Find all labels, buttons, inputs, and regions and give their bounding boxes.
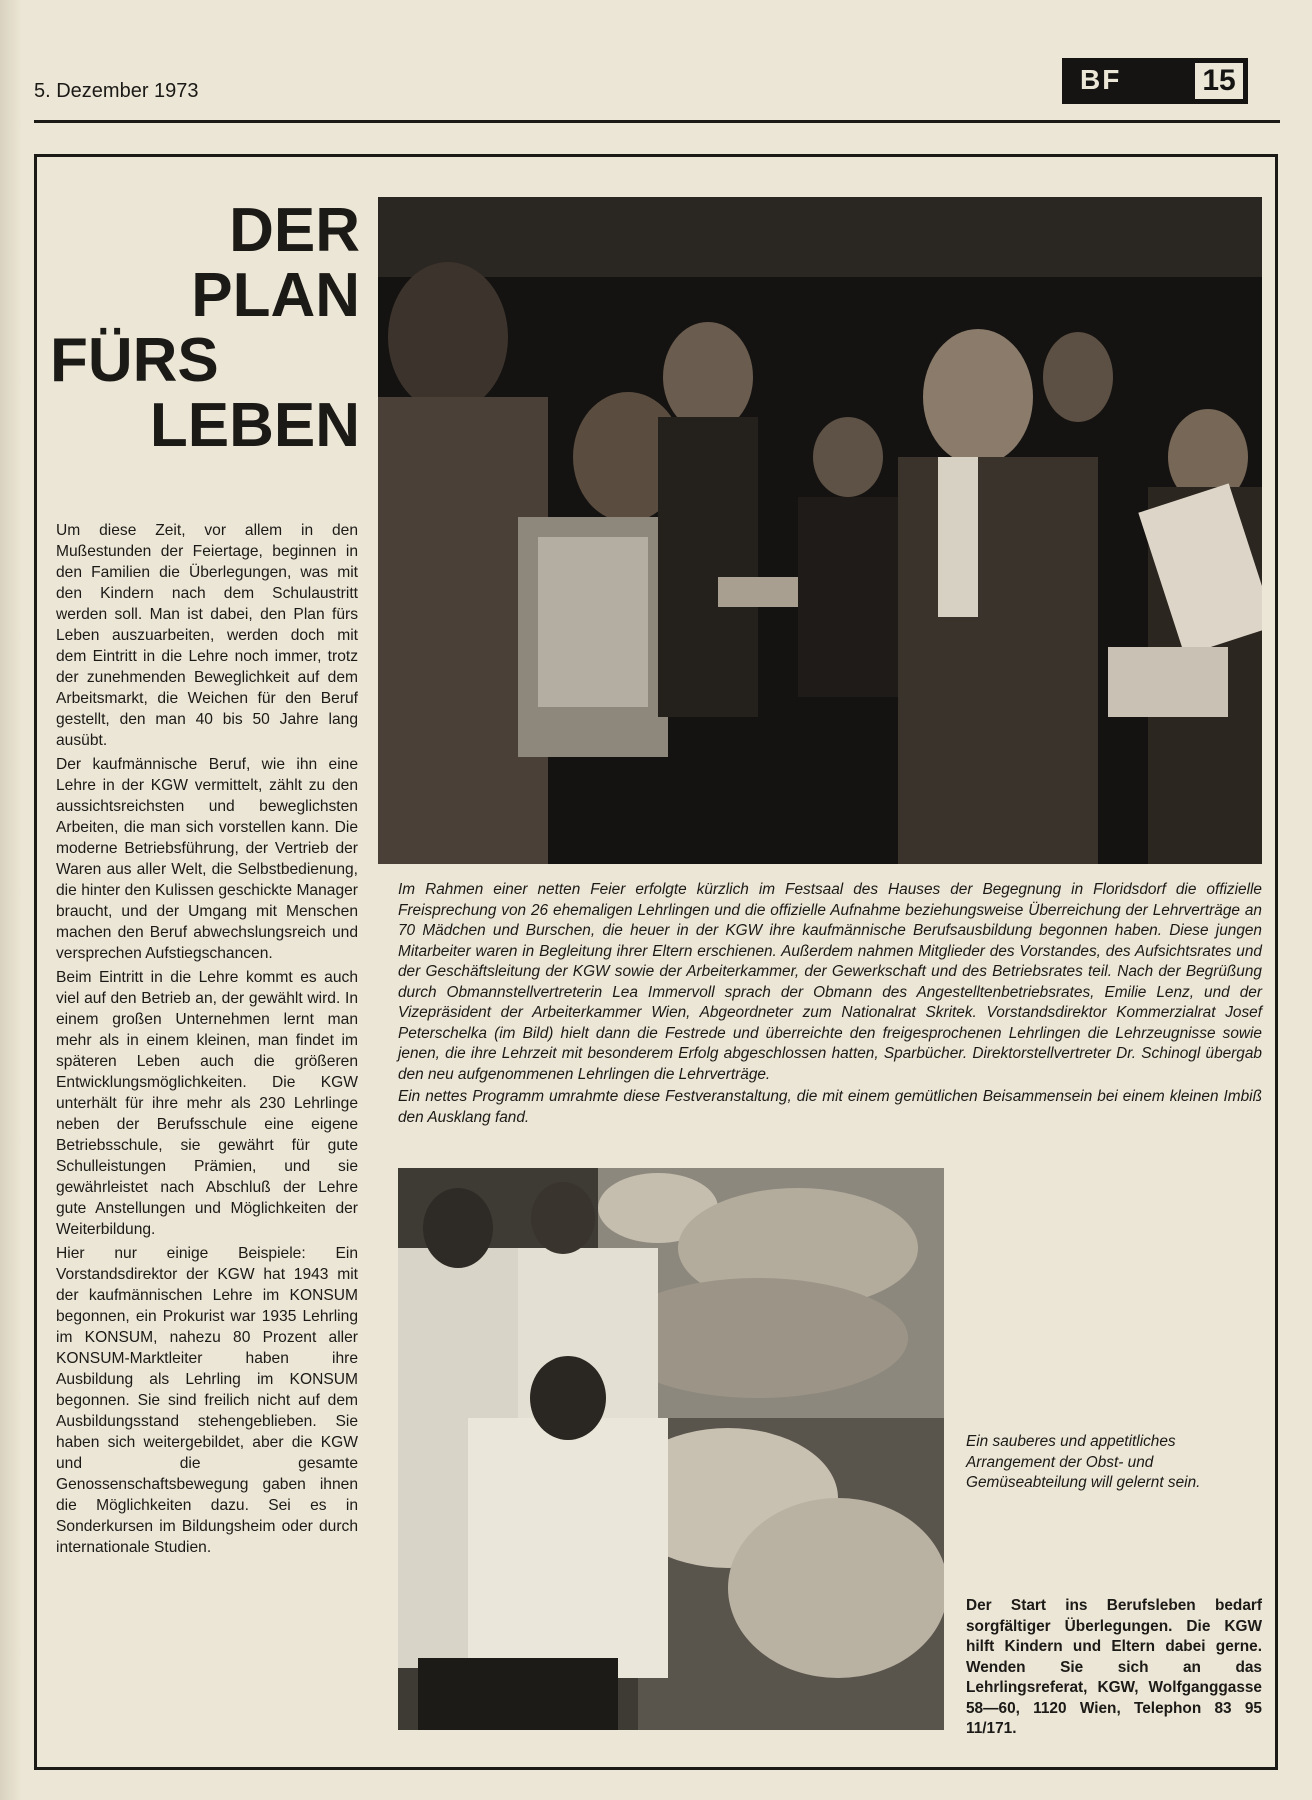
- header-rule: [34, 120, 1280, 123]
- section-badge: [1062, 58, 1248, 104]
- article-paragraph: Um diese Zeit, vor allem in den Mußestunden der Feiertage, beginnen in den Familien die Überlegungen, was mit den Kindern nach dem Schulaustritt werden soll. Man ist dabei, den Plan fürs Leben auszuarbeiten, werden doch mit dem Eintritt in die Lehre noch immer, trotz der zunehmenden Beweglichkeit auf dem Arbeitsmarkt, die Weichen für den Beruf gestellt, den man 40 bis 50 Jahre lang ausübt.: [56, 522, 358, 749]
- caption-paragraph: Ein nettes Programm umrahmte diese Festveranstaltung, die mit einem gemütlichen Beisammensein bei einem kleinen Imbiß den Ausklang fand.: [398, 1088, 1262, 1126]
- article-body: [56, 520, 358, 1561]
- ceremony-photo-image: [378, 197, 1262, 864]
- section-label: BF: [1080, 64, 1122, 95]
- article-paragraph: Beim Eintritt in die Lehre kommt es auch viel auf den Betrieb an, der gewählt wird. In einem großen Unternehmen lernt man mehr als in einem kleinen, man findet im späteren Leben auch die größeren Entwicklungsmöglichkeiten. Die KGW unterhält für ihre mehr als 230 Lehrlinge neben der Berufsschule eine eigene Betriebsschule, sie gewährt für gute Schulleistungen Prämien, und sie gewährleistet nach Abschluß der Lehre gute Anstellungen und Möglichkeiten der Weiterbildung.: [56, 969, 358, 1238]
- headline-line: DER: [229, 196, 360, 265]
- produce-photo-image: [398, 1168, 944, 1730]
- headline-line: PLAN: [191, 261, 360, 331]
- issue-date: 5. Dezember 1973: [34, 80, 199, 102]
- contact-info: Der Start ins Berufsleben bedarf sorgfältiger Überlegungen. Die KGW hilft Kindern und Eltern dabei gerne. Wenden Sie sich an das Lehrlingsreferat, KGW, Wolfganggasse 58—60, 1120 Wien, Telephon 83 95 11/171.: [966, 1597, 1262, 1737]
- produce-photo: [398, 1168, 944, 1730]
- produce-caption: Ein sauberes und appetitliches Arrangement der Obst- und Gemüseabteilung will gelernt sein.: [966, 1433, 1201, 1491]
- caption-paragraph: Im Rahmen einer netten Feier erfolgte kürzlich im Festsaal des Hauses der Begegnung in Floridsdorf die offizielle Freisprechung von 26 ehemaligen Lehrlingen und die offizielle Aufnahme beziehungsweise Überreichung der Lehrverträge an 70 Mädchen und Burschen, die heuer in der KGW ihre kaufmännische Berufsausbildung begonnen haben. Diese jungen Mitarbeiter waren in Begleitung ihrer Eltern erschienen. Außerdem nahmen Mitglieder des Vorstandes, des Aufsichtsrates und der Geschäftsleitung der KGW sowie der Arbeiterkammer, der Gewerkschaft und des Betriebsrates teil. Nach der Begrüßung durch Obmannstellvertreterin Lea Immervoll sprach der Obmann des Angestelltenbetriebsrates, Emilie Lenz, und der Vizepräsident der Arbeiterkammer Wien, Abgeordneter zum Nationalrat Skritek. Vorstandsdirektor Kommerzialrat Josef Peterschelka (im Bild) hielt dann die Festrede und überreichte den freigesprochenen Lehrlingen die Lehrzeugnisse sowie jenen, die ihre Lehrzeit mit besonderem Erfolg abgeschlossen hatten, Sparbücher. Direktorstellvertreter Dr. Schinogl übergab den neu aufgenommenen Lehrlingen die Lehrverträge.: [398, 881, 1262, 1083]
- headline-line: LEBEN: [149, 391, 360, 461]
- article-paragraph: Der kaufmännische Beruf, wie ihn eine Lehre in der KGW vermittelt, zählt zu den aussichtsreichsten und beweglichsten Arbeiten, die man sich vorstellen kann. Die moderne Betriebsführung, der Vertrieb der Waren aus aller Welt, die Selbstbedienung, die hinter den Kulissen geschickte Manager braucht, und der Umgang mit Menschen machen den Beruf abwechslungsreich und versprechen Aufstiegschancen.: [56, 756, 358, 962]
- ceremony-photo: [378, 197, 1262, 864]
- headline: [50, 196, 360, 461]
- page-edge: [0, 0, 22, 1800]
- ceremony-caption: [398, 880, 1262, 1130]
- headline-line: FÜRS: [50, 326, 219, 396]
- page-number: 15: [1195, 63, 1243, 99]
- article-paragraph: Hier nur einige Beispiele: Ein Vorstandsdirektor der KGW hat 1943 mit der kaufmännischen Lehre im KONSUM begonnen, ein Prokurist war 1935 Lehrling im KONSUM, nahezu 80 Prozent aller KONSUM-Marktleiter haben ihre Ausbildung als Lehrling im KONSUM begonnen. Sie sind freilich nicht auf dem Ausbildungsstand stehengeblieben. Sie haben sich weitergebildet, aber die KGW und die gesamte Genossenschaftsbewegung gaben ihnen die Möglichkeiten dazu. Sei es in Sonderkursen im Bildungsheim oder durch internationale Studien.: [56, 1245, 358, 1556]
